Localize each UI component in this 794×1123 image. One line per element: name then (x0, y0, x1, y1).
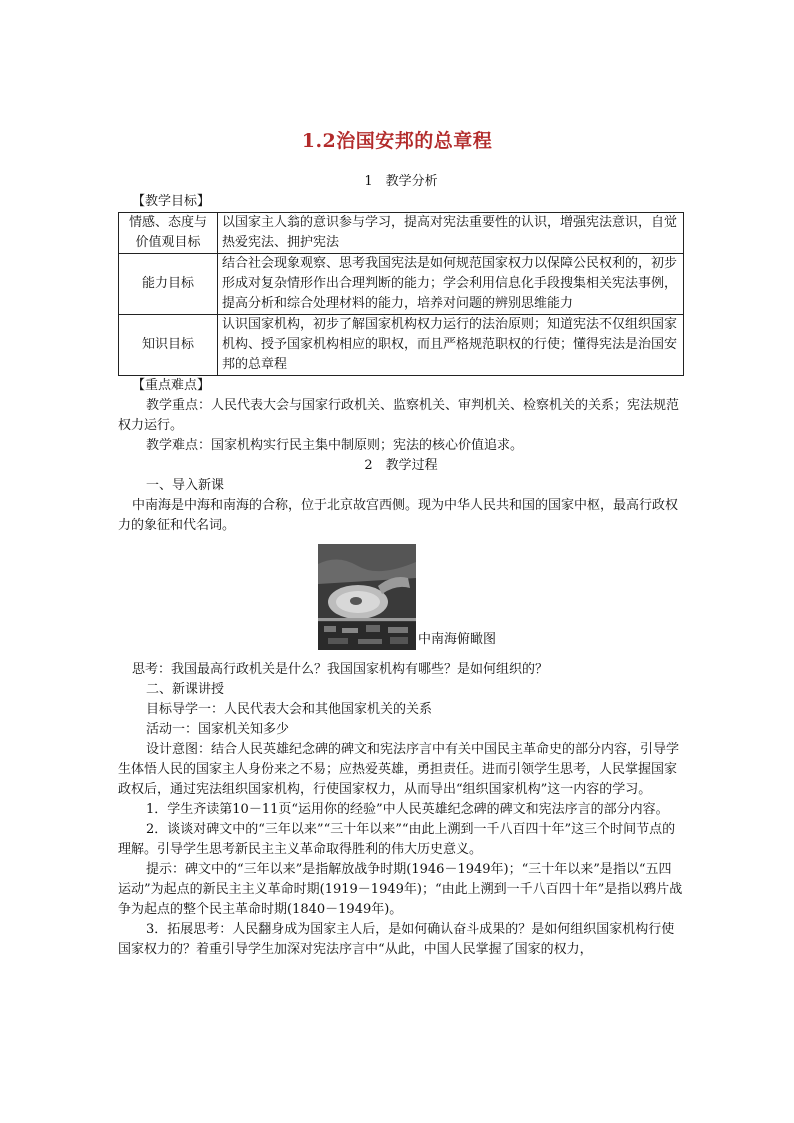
key-points-heading: 【重点难点】 (132, 378, 211, 393)
list-item: 3．拓展思考：人民翻身成为国家主人后，是如何确认奋斗成果的？是如何组织国家机构行使国家权力的？着重引导学生加深对宪法序言中“从此，中国人民掌握了国家的权力， (118, 922, 675, 957)
photo-caption: 中南海俯瞰图 (418, 632, 497, 647)
intro-paragraph: 中南海是中海和南海的合称，位于北京故宫西侧。现为中华人民共和国的国家中枢，最高行政权力的象征和代名词。 (118, 498, 679, 533)
goal-label: 知识目标 (119, 315, 218, 376)
figure (118, 544, 684, 656)
hint-paragraph: 提示：碑文中的“三年以来”是指解放战争时期(1946－1949年)；“三十年以来”是指以“五四运动”为起点的新民主主义革命时期(1919－1949年)；“由此上溯到一千八百四十年”是指以鸦片战争为起点的整个民主革命时期(1840－1949年)。 (118, 862, 683, 917)
list-item: 1．学生齐读第10－11页“运用你的经验”中人民英雄纪念碑的碑文和宪法序言的部分内容。 (146, 802, 669, 817)
difficult-point: 教学难点：国家机构实行民主集中制原则；宪法的核心价值追求。 (146, 438, 524, 453)
design-intent: 设计意图：结合人民英雄纪念碑的碑文和宪法序言中有关中国民主革命史的部分内容，引导学生体悟人民的国家主人身份来之不易；应热爱英雄，勇担责任。进而引领学生思考，人民掌握国家政权后，通过宪法组织国家机构，行使国家权力，从而导出“组织国家机构”这一内容的学习。 (118, 742, 680, 797)
table-row (119, 254, 684, 315)
aerial-photo-icon (318, 544, 416, 650)
part-heading-intro: 一、导入新课 (146, 478, 225, 493)
aerial-photo-image (318, 544, 416, 650)
activity-1: 活动一：国家机关知多少 (146, 722, 290, 737)
section-heading-process: 2 教学过程 (364, 458, 438, 473)
key-point: 教学重点：人民代表大会与国家行政机关、监察机关、审判机关、检察机关的关系；宪法规范权力运行。 (118, 398, 680, 433)
goals-heading: 【教学目标】 (132, 194, 211, 209)
part-heading-new-lesson: 二、新课讲授 (146, 682, 225, 697)
table-row (119, 213, 684, 254)
goal-label: 能力目标 (119, 254, 218, 315)
page-title: 1.2治国安邦的总章程 (301, 130, 493, 152)
think-question: 思考：我国最高行政机关是什么？我国国家机构有哪些？是如何组织的？ (132, 662, 549, 677)
goal-text: 认识国家机构，初步了解国家机构权力运行的法治原则；知道宪法不仅组织国家机构、授予国家机构相应的职权，而且严格规范职权的行使；懂得宪法是治国安邦的总章程 (218, 315, 684, 376)
goal-text: 结合社会现象观察、思考我国宪法是如何规范国家权力以保障公民权利的，初步形成对复杂情形作出合理判断的能力；学会利用信息化手段搜集相关宪法事例，提高分析和综合处理材料的能力，培养对问题的辨别思维能力 (218, 254, 684, 315)
section-heading-analysis: 1 教学分析 (364, 174, 438, 189)
guide-objective-1: 目标导学一：人民代表大会和其他国家机关的关系 (146, 702, 433, 717)
goal-label: 情感、态度与价值观目标 (119, 213, 218, 254)
goals-table (118, 212, 684, 376)
table-row (119, 315, 684, 376)
document-body (118, 172, 684, 960)
goal-text: 以国家主人翁的意识参与学习，提高对宪法重要性的认识，增强宪法意识，自觉热爱宪法、拥护宪法 (218, 213, 684, 254)
list-item: 2．谈谈对碑文中的“三年以来”“三十年以来”“由此上溯到一千八百四十年”这三个时间节点的理解。引导学生思考新民主主义革命取得胜利的伟大历史意义。 (118, 822, 676, 857)
